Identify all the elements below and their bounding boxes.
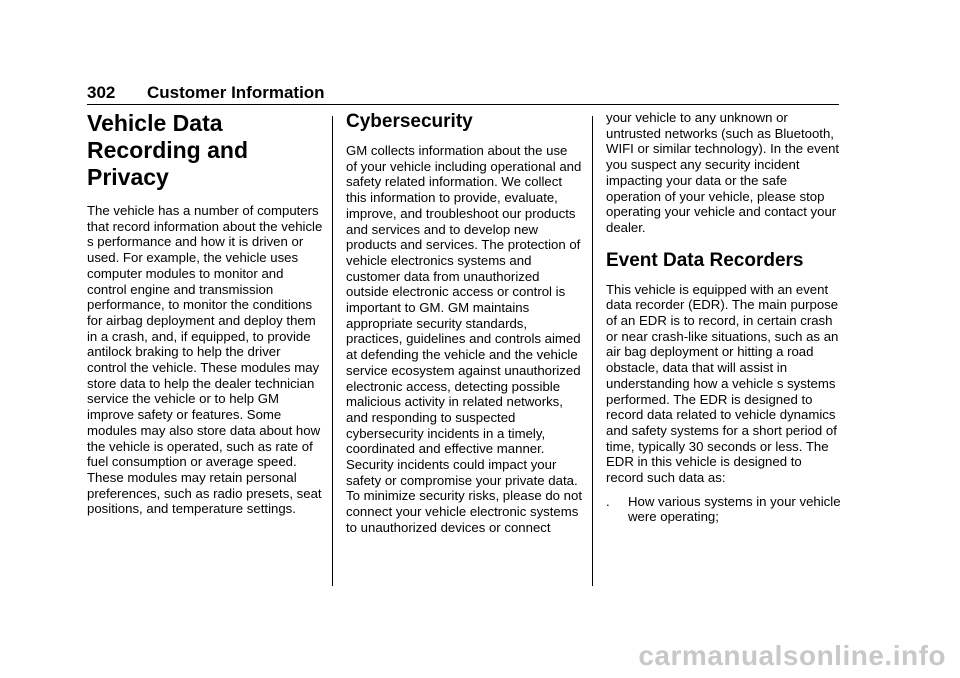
paragraph-cybersecurity-continued: your vehicle to any unknown or untrusted networks (such as Bluetooth, WIFI or similar technology). In the event you suspect any security incident impacting your data or the safe operation of your vehicle, please stop operating your vehicle and contact your dealer. <box>606 110 840 235</box>
bullet-mark: . <box>606 493 610 509</box>
heading-event-data-recorders: Event Data Recorders <box>606 249 804 271</box>
watermark: carmanualsonline.info <box>638 640 946 671</box>
page-header <box>87 82 839 105</box>
paragraph-cybersecurity: GM collects information about the use of your vehicle including operational and safety related information. We collect this information to provide, evaluate, improve, and troubleshoot our products and services and to develop new products and services. The protection of vehicle electronics systems and customer data from unauthorized outside electronic access or control is important to GM. GM maintains appropriate security standards, practices, guidelines and controls aimed at defending the vehicle and the vehicle service ecosystem against unauthorized electronic access, detecting possible malicious activity in related networks, and responding to suspected cybersecurity incidents in a timely, coordinated and effective manner. Security incidents could impact your safety or compromise your private data. To minimize security risks, please do not connect your vehicle electronic systems to unauthorized devices or connect <box>346 143 582 535</box>
paragraph-edr: This vehicle is equipped with an event data recorder (EDR). The main purpose of an EDR is to record, in certain crash or near crash-like situations, such as an air bag deployment or hitting a road obstacle, data that will assist in understanding how a vehicle s systems performed. The EDR is designed to record data related to vehicle dynamics and safety systems for a short period of time, typically 30 seconds or less. The EDR in this vehicle is designed to record such data as: <box>606 281 839 486</box>
heading-vehicle-data: Vehicle Data Recording and Privacy <box>87 110 249 190</box>
section-name: Customer Information <box>147 83 325 102</box>
heading-cybersecurity: Cybersecurity <box>346 111 473 132</box>
bullet-text: How various systems in your vehicle were operating; <box>628 493 841 525</box>
list-item <box>606 494 842 525</box>
column-left <box>87 110 323 517</box>
column-divider <box>332 116 333 586</box>
paragraph-vehicle-data: The vehicle has a number of computers that record information about the vehicle s performance and how it is driven or used. For example, the vehicle uses computer modules to monitor and control engine and transmission performance, to monitor the conditions for airbag deployment and deploy them in a crash, and, if equipped, to provide antilock braking to help the driver control the vehicle. These modules may store data to help the dealer technician service the vehicle or to help GM improve safety or features. Some modules may also store data about how the vehicle is operated, such as rate of fuel consumption or average speed. These modules may retain personal preferences, such as radio presets, seat positions, and temperature settings. <box>87 203 323 517</box>
column-right <box>606 110 842 525</box>
column-middle <box>346 110 582 536</box>
column-divider <box>592 116 593 586</box>
page-number: 302 <box>87 83 116 102</box>
